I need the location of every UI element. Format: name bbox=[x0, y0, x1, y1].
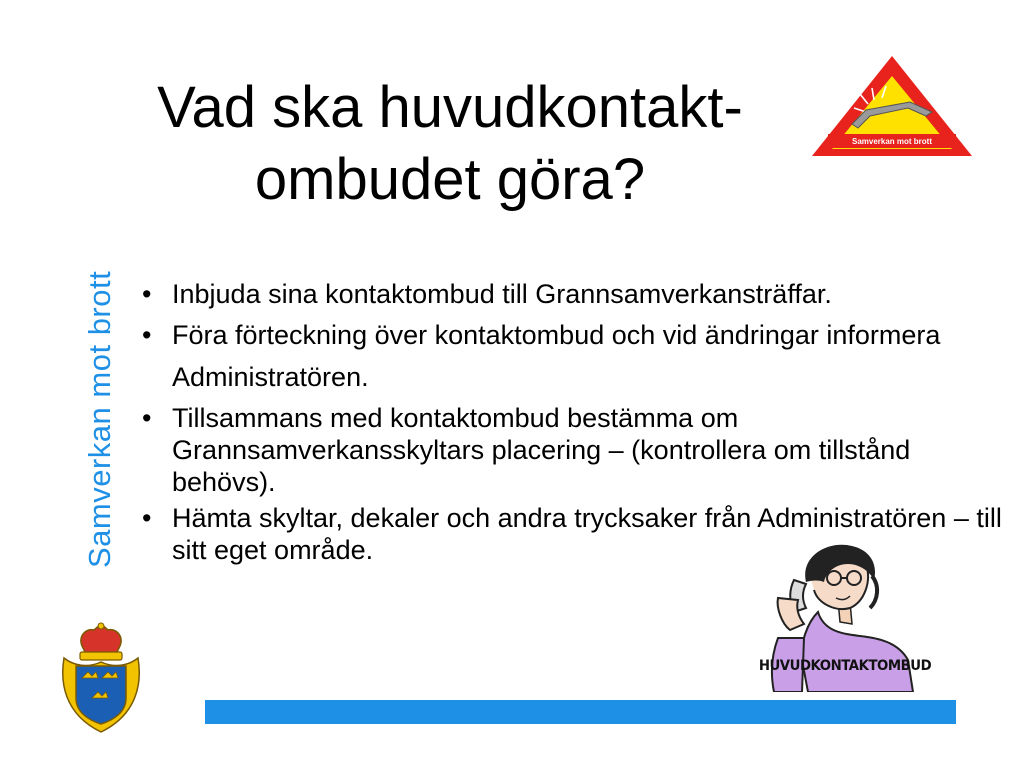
bullet-item: • Hämta skyltar, dekaler och andra trycksaker från Administratören – till sitt eget område. bbox=[140, 502, 1010, 566]
vertical-side-label: Samverkan mot brott bbox=[82, 270, 117, 568]
bullet-item: • Föra förteckning över kontaktombud och vid ändringar informera Administratören. bbox=[140, 314, 1010, 398]
slide-title-line2: ombudet göra? bbox=[254, 147, 646, 212]
slide-title-line1: Vad ska huvudkontakt- bbox=[157, 75, 743, 140]
slide-title bbox=[110, 72, 790, 216]
bullet-item: • Tillsammans med kontaktombud bestämma om Grannsamverkansskyltars placering – (kontrollera om tillstånd behövs). bbox=[140, 402, 1010, 498]
figure-caption: HUVUDKONTAKTOMBUD bbox=[758, 658, 932, 674]
samverkan-mot-brott-logo bbox=[808, 52, 976, 160]
swedish-police-crest bbox=[58, 622, 144, 734]
footer-blue-bar bbox=[205, 700, 956, 724]
bullet-item: • Inbjuda sina kontaktombud till Grannsamverkansträffar. bbox=[140, 278, 1010, 310]
bullet-list bbox=[140, 278, 1010, 570]
logo-text: Samverkan mot brott bbox=[851, 137, 933, 146]
